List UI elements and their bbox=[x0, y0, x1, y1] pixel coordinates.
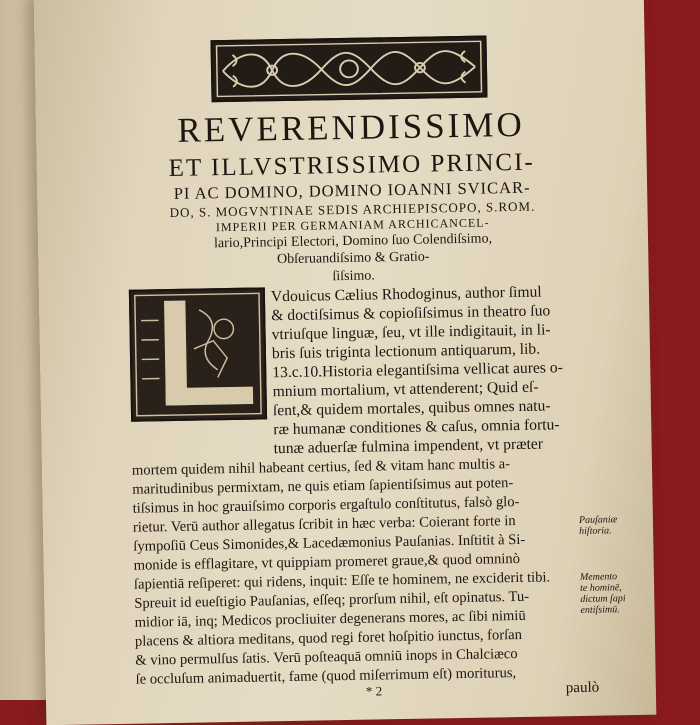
dedication-line-2: PI AC DOMINO, DOMINO IOANNI SVICAR- bbox=[173, 177, 531, 203]
body-line-15: monide is efflagitare, vt quippiam promeret graue,& quod omninò bbox=[133, 550, 521, 574]
book-page bbox=[34, 0, 657, 725]
margin-note-line: Memento bbox=[579, 571, 618, 583]
body-line-7: ſent,& quidem mortales, quibus omnes natu- bbox=[272, 397, 551, 420]
body-line-3: vtriuſque linguæ, ſeu, vt ille indigitauit, in li- bbox=[271, 321, 551, 344]
body-line-11: maritudinibus permixtam, ne quis etiam ſapientiſsimus aut poten- bbox=[132, 475, 514, 498]
body-line-13: rietur. Verū author allegatus ſcribit in hæc verba: Coierant forte in bbox=[132, 513, 516, 536]
body-line-19: placens & altiora meditans, quod regi foret hoſpitio iunctus, forſan bbox=[134, 626, 523, 650]
signature-mark: * 2 bbox=[365, 683, 383, 699]
margin-note-line: hiſtoria. bbox=[579, 525, 612, 537]
margin-note-line: te hominē, bbox=[580, 582, 622, 594]
body-line-16: ſapientiā reſiperet: qui ridens, inquit: Eſſe te hominem, ne exciderit tibi. bbox=[133, 569, 551, 593]
catchword: paulò bbox=[565, 679, 600, 697]
dedication-line-4: IMPERII PER GERMANIAM ARCHICANCEL- bbox=[215, 215, 490, 235]
body-line-14: ſympoſiū Ceus Simonides,& Lacedæmonius Pauſanias. Inſtitit à Si- bbox=[133, 531, 526, 555]
body-line-2: & doctiſsimus & copioſiſsimus in theatro ſuo bbox=[271, 302, 551, 325]
margin-note-line: entiſsimū. bbox=[580, 604, 620, 616]
body-line-10: mortem quidem nihil habeant certius, ſed & vitam hanc multis a- bbox=[131, 456, 511, 479]
decorated-initial-l bbox=[129, 287, 267, 421]
body-line-21: ſe occluſum animaduertit, fame (quod miſerrimum eſt) moriturus, bbox=[135, 665, 517, 688]
body-line-20: & vino permulſus ſatis. Verū poſteaquā omniū inops in Chalciæco bbox=[135, 646, 518, 669]
body-line-4: bris ſuis triginta lectionum antiquarum, lib. bbox=[271, 340, 541, 363]
body-line-1: Vdouicus Cælius Rhodoginus, author ſimul bbox=[270, 283, 542, 306]
dedication-line-3: DO, S. MOGVNTINAE SEDIS ARCHIEPISCOPO, S.ROM. bbox=[169, 198, 536, 221]
body-line-8: ræ humanæ conditiones & caſus, omnia fortu- bbox=[273, 416, 560, 439]
body-line-18: midior iā, inq; Medicos procliuiter degenerans mores, ac ſibi nimiū bbox=[134, 607, 526, 631]
margin-note-memento bbox=[580, 571, 626, 616]
dedication-line-7: ſiſsimo. bbox=[332, 268, 375, 285]
body-line-17: Spreuit id eueſtigio Pauſanias, eſſeq; prorſum nihil, eſt opinatus. Tu- bbox=[134, 588, 530, 612]
margin-note-line: Pauſaniæ bbox=[578, 514, 618, 526]
dedication-line-6: Obſeruandiſsimo & Gratio- bbox=[276, 249, 430, 268]
margin-note-line: dictum ſapi bbox=[580, 593, 626, 605]
body-line-9: tunæ aduerſæ fulmina impendent, vt præter bbox=[273, 435, 544, 458]
dedication-line-1: ET ILLVSTRISSIMO PRINCI- bbox=[168, 148, 535, 183]
body-line-12: tiſsimus in hoc grauiſsimo corporis ergaſtulo conſtitutus, falsò glo- bbox=[132, 493, 520, 517]
margin-note-pausaniae bbox=[579, 514, 618, 537]
dedication-title: REVERENDISSIMO bbox=[177, 104, 525, 150]
dedication-line-5: lario,Principi Electori, Domino ſuo Colendiſsimo, bbox=[213, 231, 493, 252]
body-line-6: mnium mortalium, vt attenderent; Quid eſ- bbox=[272, 378, 539, 401]
body-line-5: 13.c.10.Historia elegantiſsima vellicat aures o- bbox=[272, 359, 563, 382]
ornamental-headpiece bbox=[210, 35, 487, 102]
